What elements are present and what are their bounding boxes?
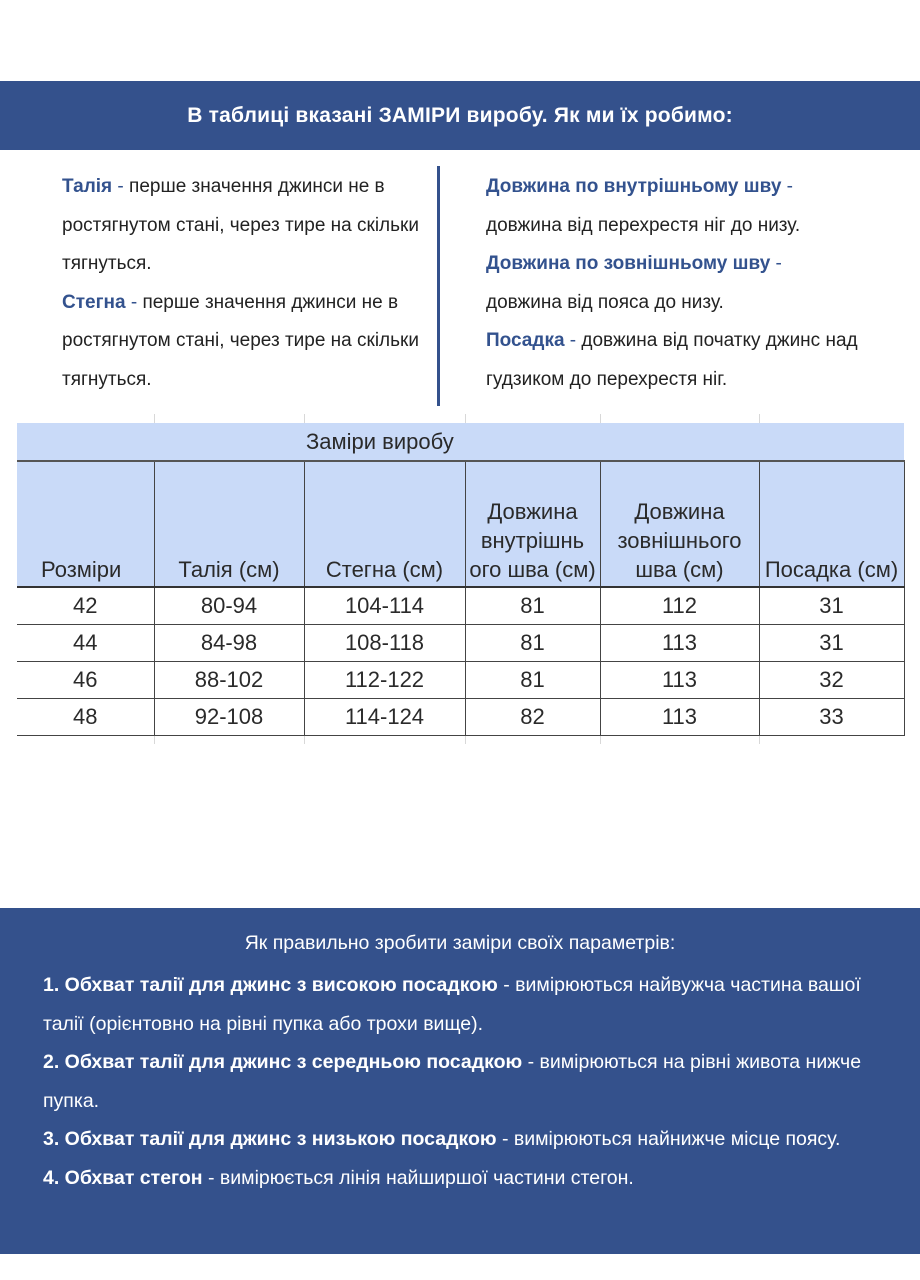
definition-dash: - (786, 176, 793, 197)
column-divider (437, 166, 440, 406)
table-cell: 88-102 (154, 662, 304, 699)
header-banner (0, 81, 920, 150)
column-header: Посадка (см) (759, 461, 904, 587)
table-cell: 33 (759, 699, 904, 736)
instruction-text: - вимірюється лінія найширшої частини стегон. (202, 1166, 634, 1189)
right-definitions (486, 168, 896, 399)
table-row (17, 662, 904, 699)
table-cell: 104-114 (304, 587, 465, 625)
size-table-area (0, 414, 920, 744)
table-cell: 81 (465, 662, 600, 699)
table-cell: 114-124 (304, 699, 465, 736)
table-cell: 112-122 (304, 662, 465, 699)
table-cell: 80-94 (154, 587, 304, 625)
table-row (17, 587, 904, 625)
definition-text: довжина від пояса до низу. (486, 291, 724, 313)
table-cell: 31 (759, 587, 904, 625)
instruction-item (43, 1043, 893, 1120)
column-header: Талія (см) (154, 461, 304, 587)
table-cell: 81 (465, 587, 600, 625)
definition-outseam (486, 245, 896, 322)
definition-text: перше значення джинси не в ростягнутом стані, через тире на скільки тягнуться. (62, 291, 419, 390)
instruction-item (43, 1120, 893, 1159)
table-title: Заміри виробу (304, 423, 600, 461)
instruction-item (43, 1159, 893, 1198)
column-header: Довжина внутрішнь ого шва (см) (465, 461, 600, 587)
definition-term: Талія (62, 176, 113, 197)
table-cell: 42 (17, 587, 154, 625)
table-cell: 92-108 (154, 699, 304, 736)
definition-term: Стегна (62, 291, 126, 313)
table-cell: 113 (600, 699, 759, 736)
instruction-title: 2. Обхват талії для джинс з середньою посадкою (43, 1051, 523, 1073)
definition-dash: - (117, 176, 124, 197)
table-cell: 113 (600, 662, 759, 699)
instruction-text: - вимірюються найнижче місце поясу. (496, 1128, 841, 1150)
definition-text: довжина від перехрестя ніг до низу. (486, 214, 801, 236)
table-cell: 32 (759, 662, 904, 699)
definition-dash: - (569, 330, 577, 351)
definition-waist (62, 168, 424, 284)
definition-hips (62, 284, 424, 400)
instruction-title: 3. Обхват талії для джинс з низькою посадкою (43, 1128, 497, 1150)
definition-text: перше значення джинси не в ростягнутом стані, через тире на скільки тягнуться. (62, 176, 419, 274)
instructions-heading: Як правильно зробити заміри своїх параметрів: (244, 932, 676, 954)
left-definitions (62, 168, 424, 399)
definition-term: Посадка (486, 330, 565, 351)
definition-text: довжина від початку джинс над гудзиком до перехрестя ніг. (486, 330, 858, 390)
instruction-text: - вимірюються на рівні живота нижче пупка. (43, 1051, 862, 1112)
table-cell: 48 (17, 699, 154, 736)
column-header: Довжина зовнішнього шва (см) (600, 461, 759, 587)
table-cell: 82 (465, 699, 600, 736)
table-cell: 31 (759, 625, 904, 662)
table-cell: 44 (17, 625, 154, 662)
table-cell: 113 (600, 625, 759, 662)
definition-inseam (486, 168, 896, 245)
size-table (17, 423, 905, 736)
instruction-item (43, 966, 893, 1043)
table-row (17, 699, 904, 736)
table-cell: 46 (17, 662, 154, 699)
table-title-row (17, 423, 904, 461)
definition-rise (486, 322, 896, 399)
instructions-panel (0, 908, 920, 1254)
instruction-title: 1. Обхват талії для джинс з високою посадкою (43, 974, 498, 996)
column-header: Стегна (см) (304, 461, 465, 587)
table-cell: 108-118 (304, 625, 465, 662)
definition-dash: - (130, 291, 138, 313)
definition-dash: - (775, 253, 782, 274)
instructions-list (43, 966, 893, 1197)
table-header-row (17, 461, 904, 587)
definition-term: Довжина по зовнішньому шву (486, 253, 771, 274)
table-cell: 81 (465, 625, 600, 662)
table-row (17, 625, 904, 662)
table-cell: 112 (600, 587, 759, 625)
instruction-title: 4. Обхват стегон (43, 1166, 203, 1189)
column-header: Розміри (17, 461, 154, 587)
table-cell: 84-98 (154, 625, 304, 662)
banner-title: В таблиці вказані ЗАМІРИ виробу. Як ми їх робимо: (187, 103, 733, 127)
instruction-text: - вимірюються найвужча частина вашої талії (орієнтовно на рівні пупка або трохи вище). (43, 974, 861, 1035)
definition-term: Довжина по внутрішньому шву (486, 176, 782, 197)
